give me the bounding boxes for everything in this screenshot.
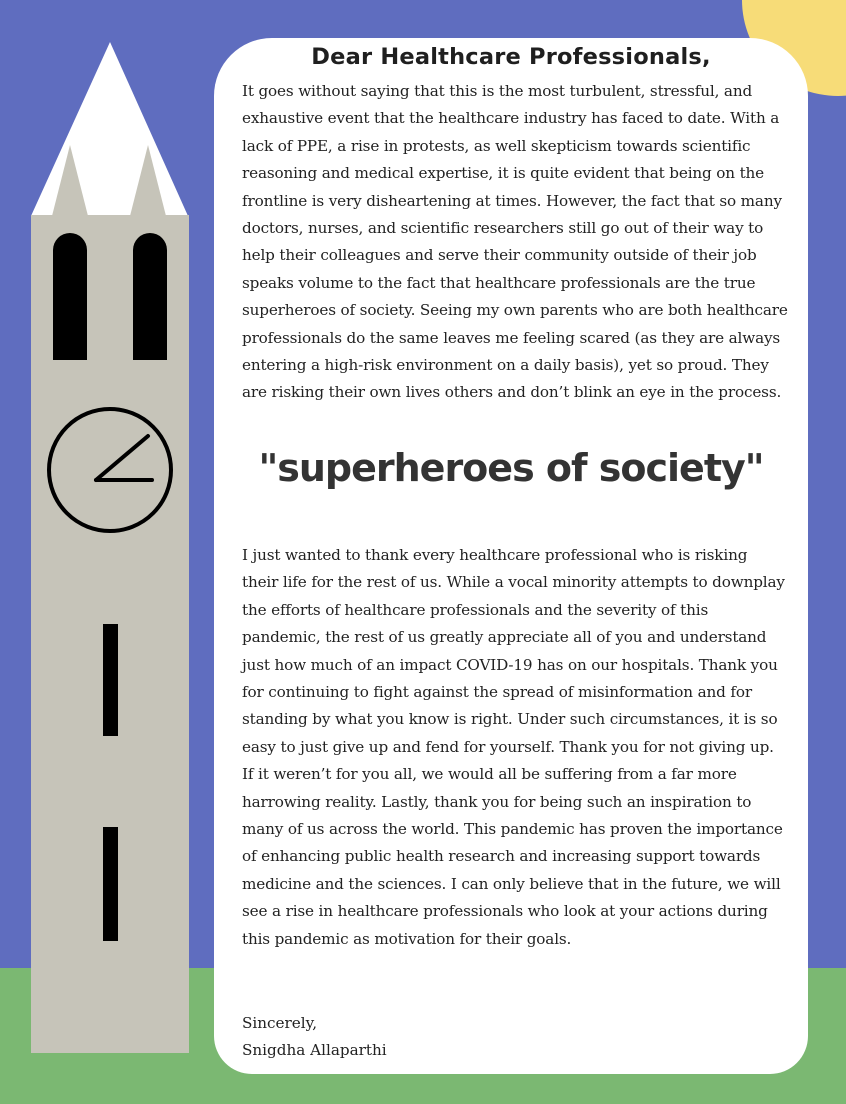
letter-title: Dear Healthcare Professionals, xyxy=(311,44,711,70)
letter-paragraph-1: It goes without saying that this is the most turbulent, stressful, and exhaustive event that the healthcare industry has faced to date. With a lack of PPE, a rise in protests, as well skepticism towards scientific reasoning and medical expertise, it is quite evident that being on the frontline is very disheartening at times. However, the fact that so many doctors, nurses, and scientific researchers still go out of their way to help their colleagues and serve their community outside of their job speaks volume to the fact that healthcare professionals are the true superheroes of society. Seeing my own parents who are both healthcare professionals do the same leaves me feeling scared (as they are always entering a high-risk environment on a daily basis), yet so proud. They are risking their own lives others and don’t blink an eye in the process. xyxy=(242,82,788,402)
signature-block xyxy=(242,1010,642,1065)
tower-window-left xyxy=(53,233,87,360)
tower-slit-lower xyxy=(103,827,118,941)
letter-paragraph-2: I just wanted to thank every healthcare professional who is risking their life for the rest of us. While a vocal minority attempts to downplay the efforts of healthcare professionals and the severity of this pandemic, the rest of us greatly appreciate all of you and understand just how much of an impact COVID-19 has on our hospitals. Thank you for continuing to fight against the spread of misinformation and for standing by what you know is right. Under such circumstances, it is so easy to just give up and fend for yourself. Thank you for not giving up. If it weren’t for you all, we would all be suffering from a far more harrowing reality. Lastly, thank you for being such an inspiration to many of us across the world. This pandemic has proven the importance of enhancing public health research and increasing support towards medicine and the sciences. I can only believe that in the future, we will see a rise in healthcare professionals who look at your actions during this pandemic as motivation for their goals. xyxy=(242,546,785,948)
letter-card xyxy=(214,38,808,1074)
signature: Snigdha Allaparthi xyxy=(242,1041,387,1060)
clock-tower xyxy=(31,42,189,1053)
closing: Sincerely, xyxy=(242,1014,318,1032)
tower-slit-upper xyxy=(103,624,118,736)
pull-quote: "superheroes of society" xyxy=(258,446,764,490)
tower-window-right xyxy=(133,233,167,360)
